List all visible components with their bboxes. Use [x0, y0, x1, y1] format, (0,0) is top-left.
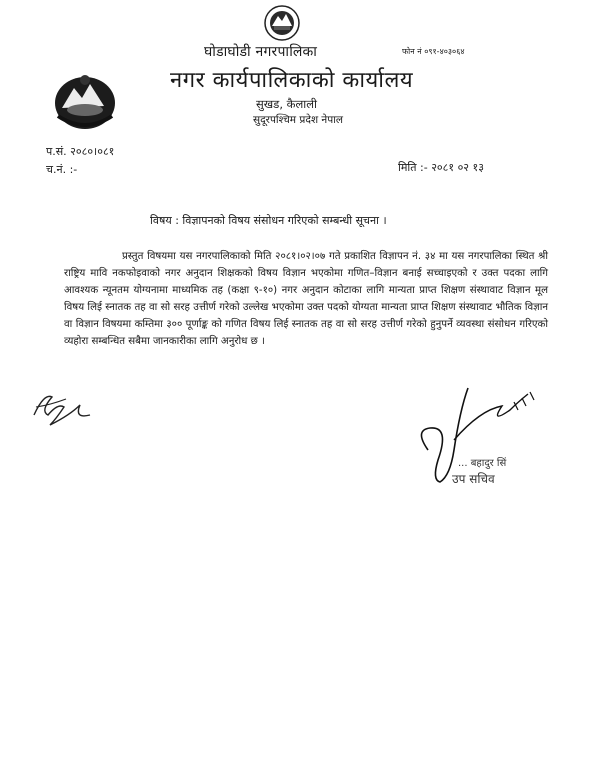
letter-date: मिति :- २०८१ ०२ १३ — [398, 161, 484, 174]
body-paragraph: प्रस्तुत विषयमा यस नगरपालिकाको मिति २०८१।०२।०७ गते प्रकाशित विज्ञापन नं. ३४ मा यस नगरपालिका स्थित श्री राष्ट्रिय मावि नकफोइवाको नगर अनुदान शिक्षकको विषय विज्ञान भएकोमा गणित–विज्ञान बनाई सच्चाइएको र उक्त पदका लागि आवश्यक न्यूनतम योग्यनामा माध्यमिक तह (कक्षा ९-१०) नगर अनुदान कोटाका लागि मान्यता प्राप्त शिक्षण संस्थावाट विज्ञान मूल विषय लिई स्नातक तह वा सो सरह उत्तीर्ण गरेको उल्लेख भएकोमा उक्त पदको योग्यता मान्यता प्राप्त शिक्षण संस्थावाट भौतिक विज्ञान वा विज्ञान विषयमा कम्तिमा ३०० पूर्णाङ्क को गणित विषय लिई स्नातक तह वा सो सरह उत्तीर्ण गरेको हुनुपर्ने व्यवस्था संसोधन गरिएको व्यहोरा सम्बन्धित सबैमा जानकारीका लागि अनुरोध छ । — [64, 251, 548, 347]
phone-number: फोन नं ०९१-४०३०६४ — [402, 47, 465, 56]
initial-signature — [30, 385, 94, 427]
district-line: सुखड, कैलाली — [256, 97, 318, 111]
municipal-emblem-icon — [262, 4, 302, 42]
reference-number: प.सं. २०८०।०८१ — [46, 145, 115, 158]
dispatch-number: च.नं. :- — [46, 163, 78, 176]
signatory-name: ... बहादुर सिं — [458, 458, 507, 469]
municipality-name: घोडाघोडी नगरपालिका — [204, 44, 318, 60]
nepal-emblem-icon — [52, 70, 118, 132]
subject-line: विषय : विज्ञापनको विषय संसोधन गरिएको सम्बन्धी सूचना । — [150, 214, 387, 227]
province-line: सुदूरपश्चिम प्रदेश नेपाल — [253, 114, 344, 126]
office-title: नगर कार्यपालिकाको कार्यालय — [170, 68, 414, 93]
signatory-title: उप सचिव — [452, 472, 495, 486]
